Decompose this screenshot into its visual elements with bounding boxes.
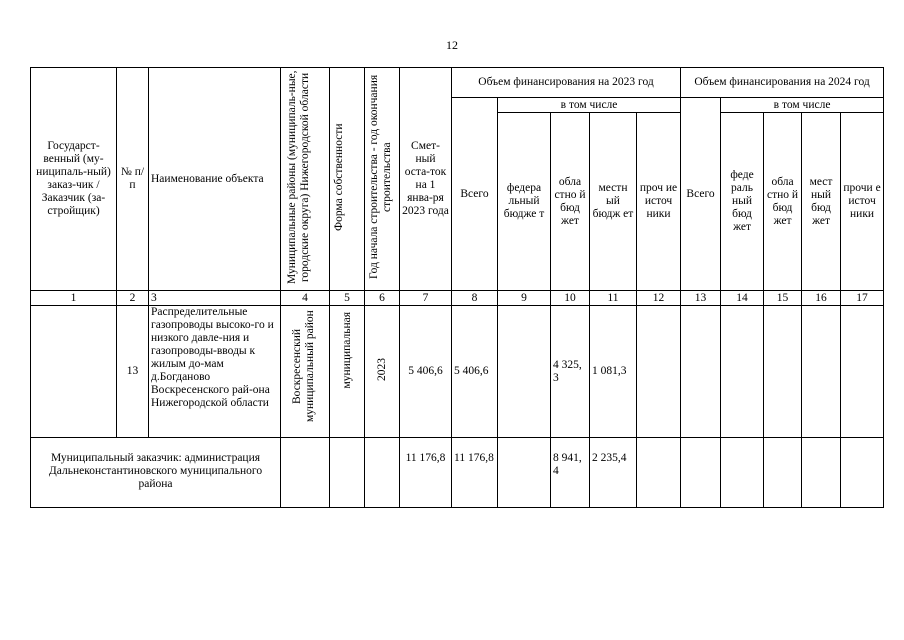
header-federal-2023: федера льный бюдже т [498, 113, 551, 291]
summary-cell [681, 438, 721, 508]
cell-customer [31, 306, 117, 438]
summary-local-2023: 2 235,4 [590, 438, 637, 508]
column-number: 5 [330, 291, 365, 306]
summary-row [31, 438, 884, 508]
summary-cell [637, 438, 681, 508]
header-local-2024: мест ный бюд жет [802, 113, 841, 291]
summary-cell [281, 438, 330, 508]
column-number: 2 [117, 291, 149, 306]
page-number: 12 [446, 38, 458, 52]
financing-table [30, 67, 884, 508]
cell-regional-2024 [764, 306, 802, 438]
column-number: 1 [31, 291, 117, 306]
header-other-2024: прочи е источ ники [841, 113, 884, 291]
cell-local-2024 [802, 306, 841, 438]
cell-number: 13 [117, 306, 149, 438]
column-number: 7 [400, 291, 452, 306]
header-municipal-districts: Муниципальные районы (муниципаль-ные, городские округа) Нижегородской области [281, 68, 330, 291]
summary-cell [721, 438, 764, 508]
summary-regional-2023: 8 941, 4 [551, 438, 590, 508]
cell-other-2023 [637, 306, 681, 438]
header-other-2023: проч ие источ ники [637, 113, 681, 291]
header-estimated-balance: Смет-ный оста-ток на 1 янва-ря 2023 года [400, 68, 452, 291]
header-local-2023: местн ый бюдж ет [590, 113, 637, 291]
summary-cell [764, 438, 802, 508]
summary-cell [841, 438, 884, 508]
cell-federal-2024 [721, 306, 764, 438]
column-number: 4 [281, 291, 330, 306]
header-total-2023: Всего [452, 98, 498, 291]
summary-cell [802, 438, 841, 508]
column-number: 10 [551, 291, 590, 306]
summary-estimated-balance: 11 176,8 [400, 438, 452, 508]
summary-cell [365, 438, 400, 508]
column-number: 16 [802, 291, 841, 306]
cell-total-2023: 5 406,6 [452, 306, 498, 438]
cell-total-2024 [681, 306, 721, 438]
header-funding-2023: Объем финансирования на 2023 год [452, 68, 681, 98]
header-ownership-form: Форма собственности [330, 68, 365, 291]
column-number: 12 [637, 291, 681, 306]
header-object-name: Наименование объекта [149, 68, 281, 291]
column-number: 13 [681, 291, 721, 306]
column-number: 11 [590, 291, 637, 306]
summary-total-2023: 11 176,8 [452, 438, 498, 508]
header-total-2024: Всего [681, 98, 721, 291]
header-construction-years: Год начала строительства - год окончания строительства [365, 68, 400, 291]
summary-cell [498, 438, 551, 508]
cell-federal-2023 [498, 306, 551, 438]
cell-local-2023: 1 081,3 [590, 306, 637, 438]
header-regional-2023: обла стно й бюд жет [551, 113, 590, 291]
summary-label: Муниципальный заказчик: администрация Дальнеконстантиновского муниципального района [31, 438, 281, 508]
cell-object-name: Распределительные газопроводы высоко-го и низкого давле-ния и газопроводы-вводы к жилым до-мам д.Богданово Воскресенского рай-она Нижегородской области [149, 306, 281, 438]
header-number: № п/п [117, 68, 149, 291]
cell-ownership: муниципальная [330, 306, 365, 438]
header-including-2023: в том числе [498, 98, 681, 113]
summary-cell [330, 438, 365, 508]
column-number: 3 [149, 291, 281, 306]
header-customer: Государст-венный (му-ниципаль-ный) заказ-чик / Заказчик (за-стройщик) [31, 68, 117, 291]
header-federal-2024: феде раль ный бюд жет [721, 113, 764, 291]
column-number: 6 [365, 291, 400, 306]
cell-district: Воскресенский муниципальный район [281, 306, 330, 438]
cell-estimated-balance: 5 406,6 [400, 306, 452, 438]
column-number: 15 [764, 291, 802, 306]
cell-other-2024 [841, 306, 884, 438]
column-number: 14 [721, 291, 764, 306]
column-number: 8 [452, 291, 498, 306]
table-row [31, 306, 884, 438]
column-number: 17 [841, 291, 884, 306]
header-funding-2024: Объем финансирования на 2024 год [681, 68, 884, 98]
cell-regional-2023: 4 325, 3 [551, 306, 590, 438]
header-including-2024: в том числе [721, 98, 884, 113]
cell-year: 2023 [365, 306, 400, 438]
column-number: 9 [498, 291, 551, 306]
column-numbers-row [31, 291, 884, 306]
header-regional-2024: обла стно й бюд жет [764, 113, 802, 291]
